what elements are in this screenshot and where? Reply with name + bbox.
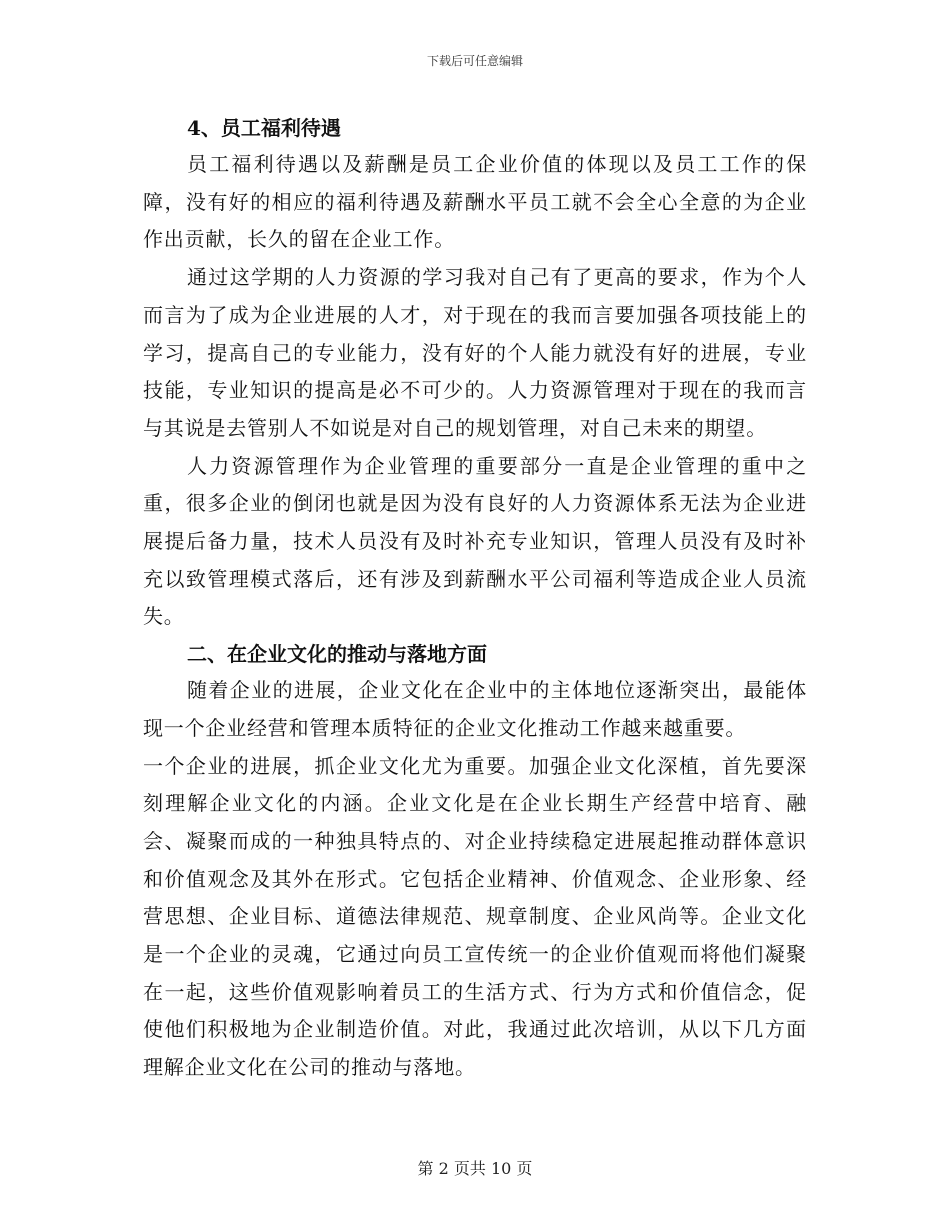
document-body bbox=[143, 110, 807, 1087]
paragraph-culture-2: 一个企业的进展，抓企业文化尤为重要。加强企业文化深植，首先要深刻理解企业文化的内涵。企业文化是在企业长期生产经营中培育、融会、凝聚而成的一种独具特点的、对企业持续稳定进展起推动群体意识和价值观念及其外在形式。它包括企业精神、价值观念、企业形象、经营思想、企业目标、道德法律规范、规章制度、企业风尚等。企业文化是一个企业的灵魂，它通过向员工宣传统一的企业价值观而将他们凝聚在一起，这些价值观影响着员工的生活方式、行为方式和价值信念，促使他们积极地为企业制造价值。对此，我通过此次培训，从以下几方面理解企业文化在公司的推动与落地。 bbox=[143, 753, 807, 1080]
paragraph-welfare-3: 人力资源管理作为企业管理的重要部分一直是企业管理的重中之重，很多企业的倒闭也就是因为没有良好的人力资源体系无法为企业进展提后备力量，技术人员没有及时补充专业知识，管理人员没有及时补充以致管理模式落后，还有涉及到薪酬水平公司福利等造成企业人员流失。 bbox=[143, 453, 807, 629]
section-heading-welfare: 4、员工福利待遇 bbox=[187, 116, 341, 140]
paragraph-culture-1: 随着企业的进展，企业文化在企业中的主体地位逐渐突出，最能体现一个企业经营和管理本质特征的企业文化推动工作越来越重要。 bbox=[143, 678, 807, 740]
paragraph-welfare-2: 通过这学期的人力资源的学习我对自己有了更高的要求，作为个人而言为了成为企业进展的人才，对于现在的我而言要加强各项技能上的学习，提高自己的专业能力，没有好的个人能力就没有好的进展，专业技能，专业知识的提高是必不可少的。人力资源管理对于现在的我而言与其说是去管别人不如说是对自己的规划管理，对自己未来的期望。 bbox=[143, 265, 807, 440]
paragraph-welfare-1: 员工福利待遇以及薪酬是员工企业价值的体现以及员工工作的保障，没有好的相应的福利待遇及薪酬水平员工就不会全心全意的为企业作出贡献，长久的留在企业工作。 bbox=[143, 152, 807, 252]
running-header: 下载后可任意编辑 bbox=[426, 54, 523, 68]
page-number: 第 2 页共 10 页 bbox=[417, 1159, 533, 1178]
section-heading-culture: 二、在企业文化的推动与落地方面 bbox=[187, 642, 487, 667]
